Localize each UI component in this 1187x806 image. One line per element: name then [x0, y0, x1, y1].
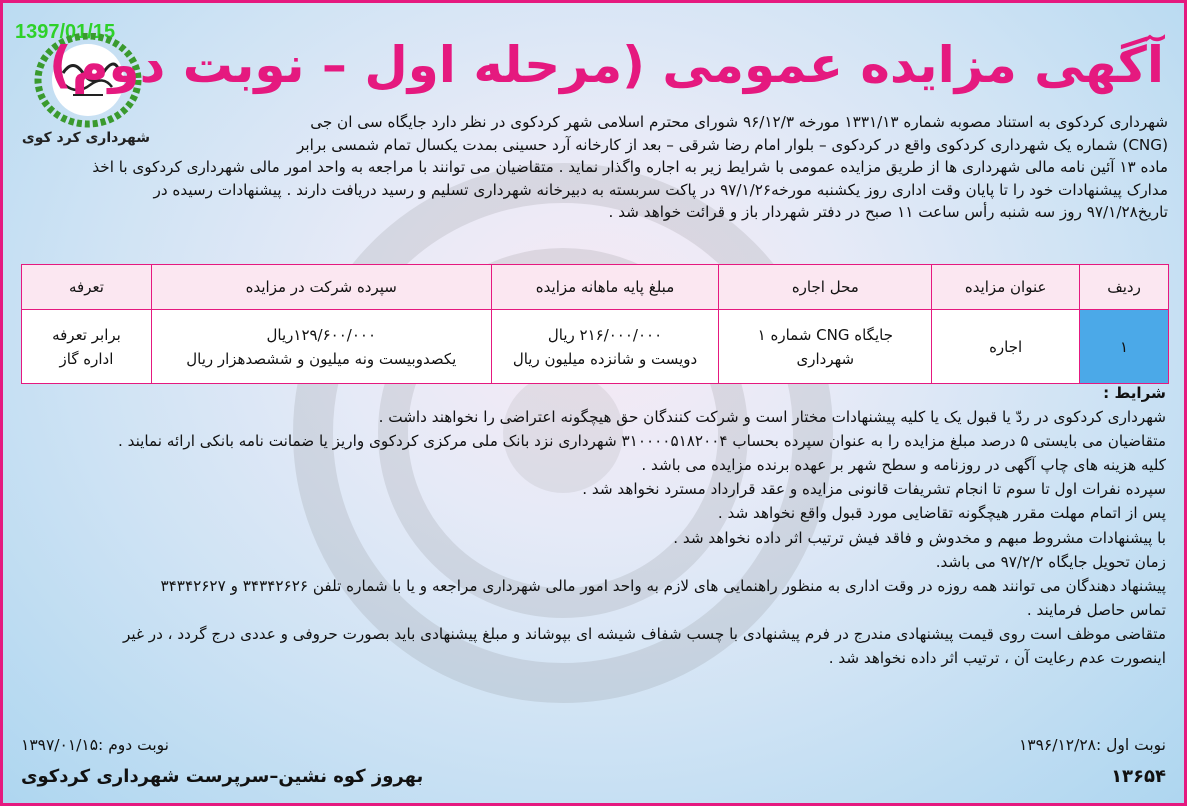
signature: بهروز کوه نشین–سرپرست شهرداری کردکوی	[21, 766, 424, 787]
location-line: شهرداری	[796, 349, 855, 368]
second-notice-date: نوبت دوم :۱۳۹۷/۰۱/۱۵	[21, 736, 169, 754]
condition-line: پیشنهاد دهندگان می توانند همه روزه در وقت اداری به منظور راهنمایی های لازم به واحد امور مالی شهرداری مراجعه و یا با شماره تلفن ۳۴۳۴۲۶۲۶ و ۳۴۳۴۲۶۲۷	[160, 576, 1166, 595]
condition-line: کلیه هزینه های چاپ آگهی در روزنامه و سطح شهر بر عهده برنده مزایده می باشد .	[641, 456, 1166, 475]
page-title: آگهی مزایده عمومی (مرحله اول – نوبت دوم)	[49, 36, 1164, 94]
condition-line: متقاضیان می بایستی ۵ درصد مبلغ مزایده را به عنوان سپرده بحساب ۳۱۰۰۰۰۵۱۸۲۰۰۴ شهرداری نزد بانک ملی مرکزی کردکوی واریز یا ضمانت نامه بانکی ارائه نمایند .	[117, 432, 1166, 451]
header-tariff: تعرفه	[22, 265, 152, 310]
first-notice-date: نوبت اول :۱۳۹۶/۱۲/۲۸	[1018, 736, 1166, 754]
table-header-row	[22, 265, 1169, 310]
intro-line: (CNG) شماره یک شهرداری کردکوی واقع در کردکوی – بلوار امام رضا شرقی – بعد از کارخانه آرد حسینی بمدت یکسال تمام شمسی برابر	[297, 135, 1168, 154]
deposit-words: یکصدوبیست ونه میلیون و ششصدهزار ریال	[186, 349, 457, 368]
condition-line: با پیشنهادات مشروط مبهم و مخدوش و فاقد فیش ترتیب اثر داده نخواهد شد .	[673, 528, 1166, 547]
condition-line: زمان تحویل جایگاه ۹۷/۲/۲ می باشد.	[935, 552, 1166, 571]
logo-caption: شهرداری کرد کوی	[21, 130, 151, 146]
tariff-line: اداره گاز	[59, 349, 114, 368]
intro-line: مدارک پیشنهادات خود را تا پایان وقت اداری روز یکشنبه مورخه۹۷/۱/۲۶ در پاکت سربسته به دبیرخانه شهرداری تسلیم و رسید دریافت دارند . پیشنهادات رسیده در	[153, 180, 1168, 199]
intro-line: ماده ۱۳ آئین نامه مالی شهرداری ها از طریق مزایده عمومی با شرایط زیر به اجاره واگذار نماید . متقاضیان می توانند با مراجعه به واحد امور مالی شهرداری کردکوی با اخذ	[92, 158, 1168, 177]
tariff-line: برابر تعرفه	[52, 325, 121, 344]
condition-line: متقاضی موظف است روی قیمت پیشنهادی مندرج در فرم پیشنهادی با چسب شفاف شیشه ای بپوشاند و مبلغ پیشنهادی باید بصورت حروفی و عددی درج گردد ، در غیر	[123, 624, 1166, 643]
table-row	[22, 310, 1169, 384]
condition-line: پس از اتمام مهلت مقرر هیچگونه تقاضایی مورد قبول واقع نخواهد شد .	[717, 504, 1166, 523]
cell-row-number: ۱	[1080, 310, 1169, 384]
condition-line: سپرده نفرات اول تا سوم تا انجام تشریفات قانونی مزایده و عقد قرارداد مسترد نخواهد شد .	[582, 480, 1166, 499]
cell-base-price	[491, 310, 719, 384]
cell-rental-location	[719, 310, 932, 384]
cell-auction-title: اجاره	[932, 310, 1080, 384]
conditions-section	[6, 381, 1166, 670]
base-price-number: ۲۱۶/۰۰۰/۰۰۰ ریال	[547, 325, 663, 344]
condition-line: اینصورت عدم رعایت آن ، ترتیب اثر داده نخواهد شد .	[828, 649, 1166, 668]
auction-table	[21, 264, 1169, 384]
conditions-heading: شرایط :	[1103, 384, 1166, 402]
cell-deposit	[151, 310, 491, 384]
condition-line: تماس حاصل فرمایند .	[1026, 600, 1166, 619]
condition-line: شهرداری کردکوی در ردّ یا قبول یک یا کلیه پیشنهادات مختار است و شرکت کنندگان حق هیچگونه اعتراضی را نخواهند داشت .	[378, 408, 1166, 427]
base-price-words: دویست و شانزده میلیون ریال	[512, 349, 698, 368]
location-line: جایگاه CNG شماره ۱	[757, 325, 893, 344]
deposit-number: ۱۲۹/۶۰۰/۰۰۰ریال	[266, 325, 377, 344]
footer	[21, 736, 1166, 800]
header-deposit: سپرده شرکت در مزایده	[151, 265, 491, 310]
header-rental-location: محل اجاره	[719, 265, 932, 310]
cell-tariff	[22, 310, 152, 384]
intro-line: شهرداری کردکوی به استناد مصوبه شماره ۱۳۳۱/۱۳ مورخه ۹۶/۱۲/۳ شورای محترم اسلامی شهر کردکوی در نظر دارد جایگاه سی ان جی	[310, 113, 1168, 131]
header-base-price: مبلغ پایه ماهانه مزایده	[491, 265, 719, 310]
ad-number: ۱۳۶۵۴	[1111, 766, 1166, 787]
intro-line: تاریخ۹۷/۱/۲۸ روز سه شنبه رأس ساعت ۱۱ صبح در دفتر شهردار باز و قرائت خواهد شد .	[608, 203, 1168, 222]
header-auction-title: عنوان مزایده	[932, 265, 1080, 310]
intro-paragraph	[8, 111, 1168, 224]
date-stamp: 1397/01/15	[15, 21, 116, 43]
header-row-number: ردیف	[1080, 265, 1169, 310]
